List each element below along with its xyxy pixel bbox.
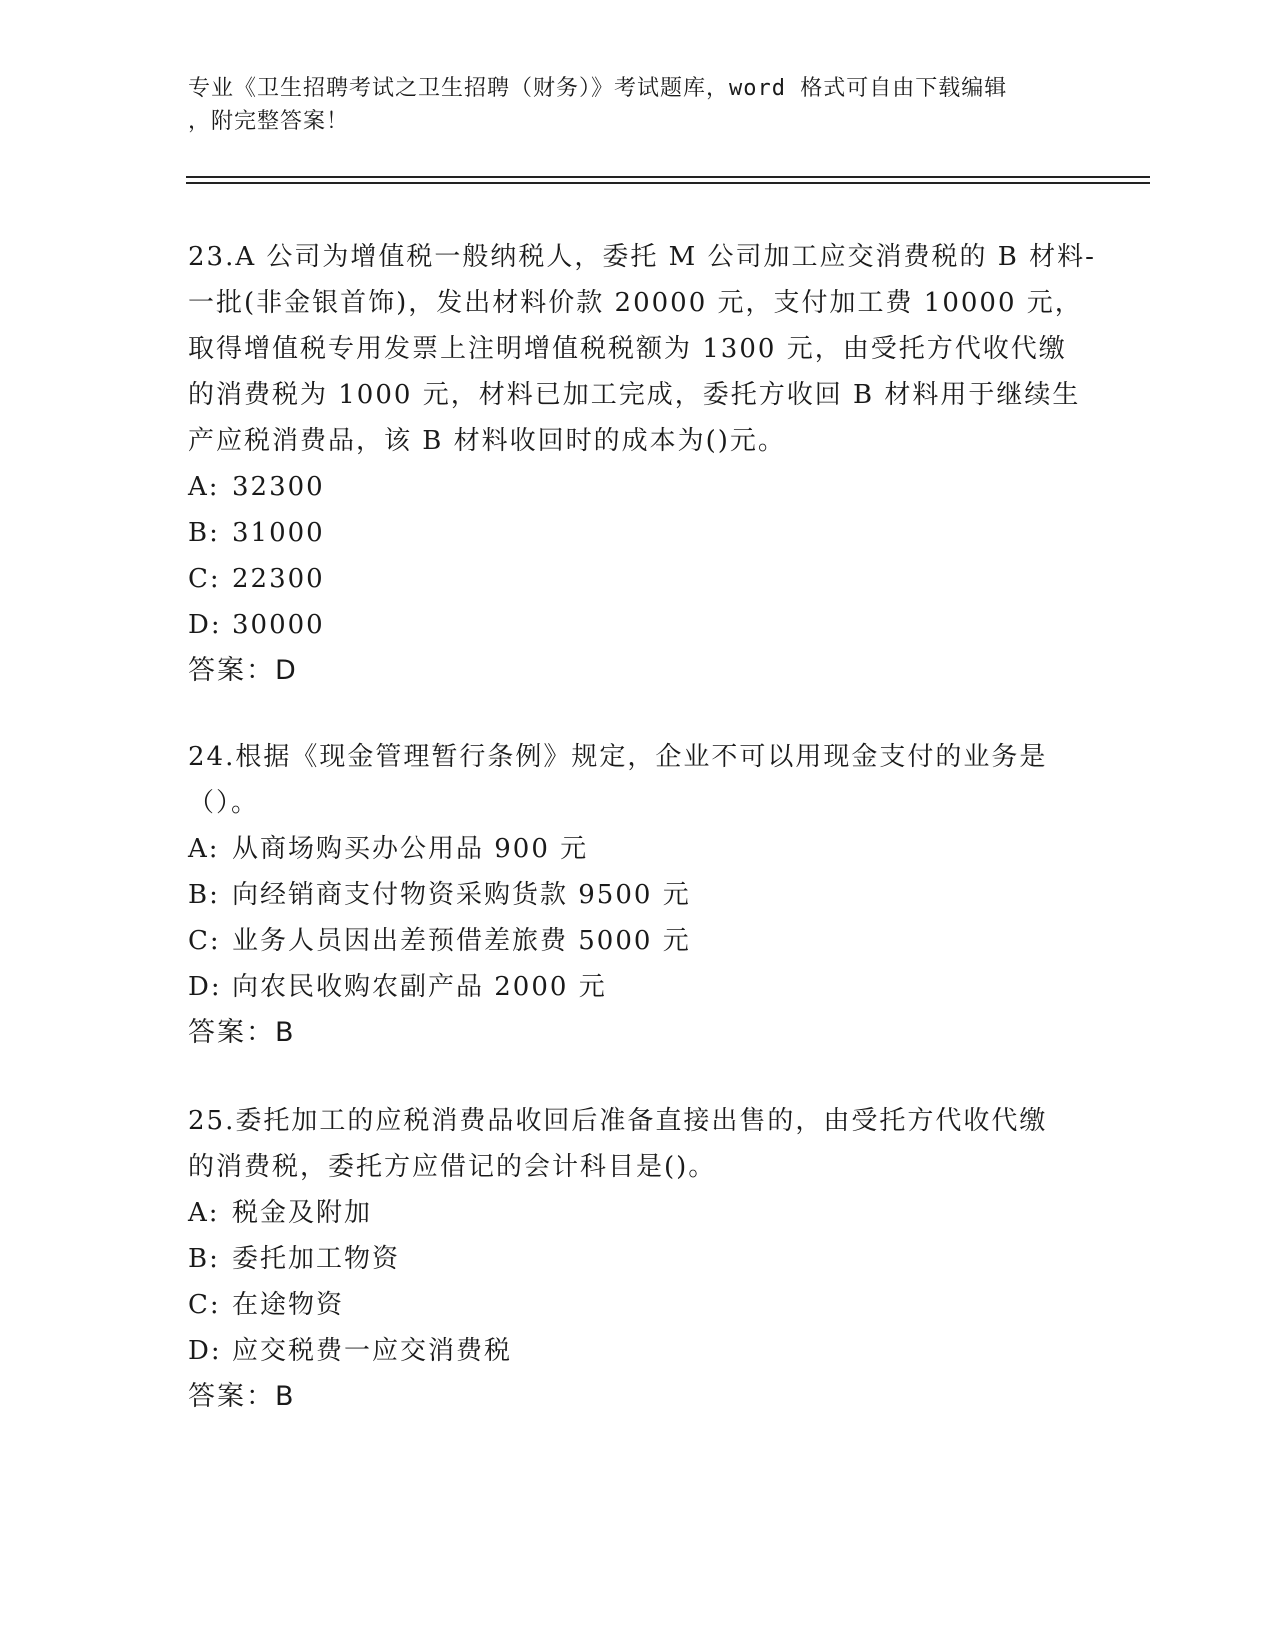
question-25 bbox=[188, 1098, 1088, 1420]
question-text bbox=[188, 734, 1088, 826]
option-text: 30000 bbox=[232, 610, 325, 640]
option-letter: D: bbox=[188, 1336, 222, 1366]
option-text: 22300 bbox=[232, 564, 325, 594]
option-text: 业务人员因出差预借差旅费 5000 元 bbox=[232, 926, 691, 956]
option-text: 31000 bbox=[232, 518, 325, 548]
header-divider-bottom bbox=[186, 182, 1150, 184]
option-letter: A: bbox=[188, 1198, 220, 1228]
header-line-1: 专业《卫生招聘考试之卫生招聘（财务）》考试题库，word 格式可自由下载编辑 bbox=[188, 76, 1008, 101]
option-text: 从商场购买办公用品 900 元 bbox=[232, 834, 589, 864]
option-a bbox=[188, 1190, 1088, 1236]
header-divider-top bbox=[186, 176, 1150, 178]
option-letter: A: bbox=[188, 472, 220, 502]
option-c bbox=[188, 1282, 1088, 1328]
option-text: 应交税费一应交消费税 bbox=[232, 1336, 513, 1366]
answer-line: 答案：B bbox=[188, 1381, 296, 1412]
option-text: 在途物资 bbox=[232, 1290, 345, 1320]
option-text: 向经销商支付物资采购货款 9500 元 bbox=[232, 880, 691, 910]
option-b bbox=[188, 1236, 1088, 1282]
option-letter: B: bbox=[188, 1244, 220, 1274]
question-text bbox=[188, 234, 1096, 464]
option-text: 委托加工物资 bbox=[232, 1244, 401, 1274]
option-d bbox=[188, 964, 1088, 1010]
option-c bbox=[188, 918, 1088, 964]
question-24 bbox=[188, 734, 1088, 1056]
option-c bbox=[188, 556, 1088, 602]
question-line: 的消费税为 1000 元，材料已加工完成，委托方收回 B 材料用于继续生 bbox=[188, 380, 1081, 410]
option-letter: D: bbox=[188, 610, 222, 640]
option-text: 税金及附加 bbox=[232, 1198, 373, 1228]
option-text: 32300 bbox=[232, 472, 325, 502]
question-line: 的消费税，委托方应借记的会计科目是()。 bbox=[188, 1152, 717, 1182]
option-b bbox=[188, 872, 1088, 918]
option-letter: C: bbox=[188, 1290, 221, 1320]
answer-line: 答案：D bbox=[188, 655, 298, 686]
question-line: 一批(非金银首饰)，发出材料价款 20000 元，支付加工费 10000 元， bbox=[188, 288, 1083, 318]
option-letter: B: bbox=[188, 518, 220, 548]
option-letter: A: bbox=[188, 834, 220, 864]
option-d bbox=[188, 1328, 1088, 1374]
option-a bbox=[188, 826, 1088, 872]
option-d bbox=[188, 602, 1088, 648]
question-text bbox=[188, 1098, 1088, 1190]
question-line: 24.根据《现金管理暂行条例》规定，企业不可以用现金支付的业务是 bbox=[188, 742, 1048, 772]
document-header bbox=[188, 72, 1068, 138]
option-letter: D: bbox=[188, 972, 222, 1002]
option-a bbox=[188, 464, 1088, 510]
question-line: 23.A 公司为增值税一般纳税人，委托 M 公司加工应交消费税的 B 材料- bbox=[188, 242, 1096, 272]
option-letter: C: bbox=[188, 564, 221, 594]
question-line: （）。 bbox=[188, 788, 260, 818]
option-text: 向农民收购农副产品 2000 元 bbox=[232, 972, 607, 1002]
option-letter: B: bbox=[188, 880, 220, 910]
answer-line: 答案：B bbox=[188, 1017, 296, 1048]
question-line: 产应税消费品，该 B 材料收回时的成本为()元。 bbox=[188, 426, 786, 456]
question-23 bbox=[188, 234, 1096, 694]
option-b bbox=[188, 510, 1088, 556]
question-line: 25.委托加工的应税消费品收回后准备直接出售的，由受托方代收代缴 bbox=[188, 1106, 1048, 1136]
question-line: 取得增值税专用发票上注明增值税税额为 1300 元，由受托方代收代缴 bbox=[188, 334, 1067, 364]
option-letter: C: bbox=[188, 926, 221, 956]
header-line-2: ，附完整答案！ bbox=[188, 109, 350, 134]
